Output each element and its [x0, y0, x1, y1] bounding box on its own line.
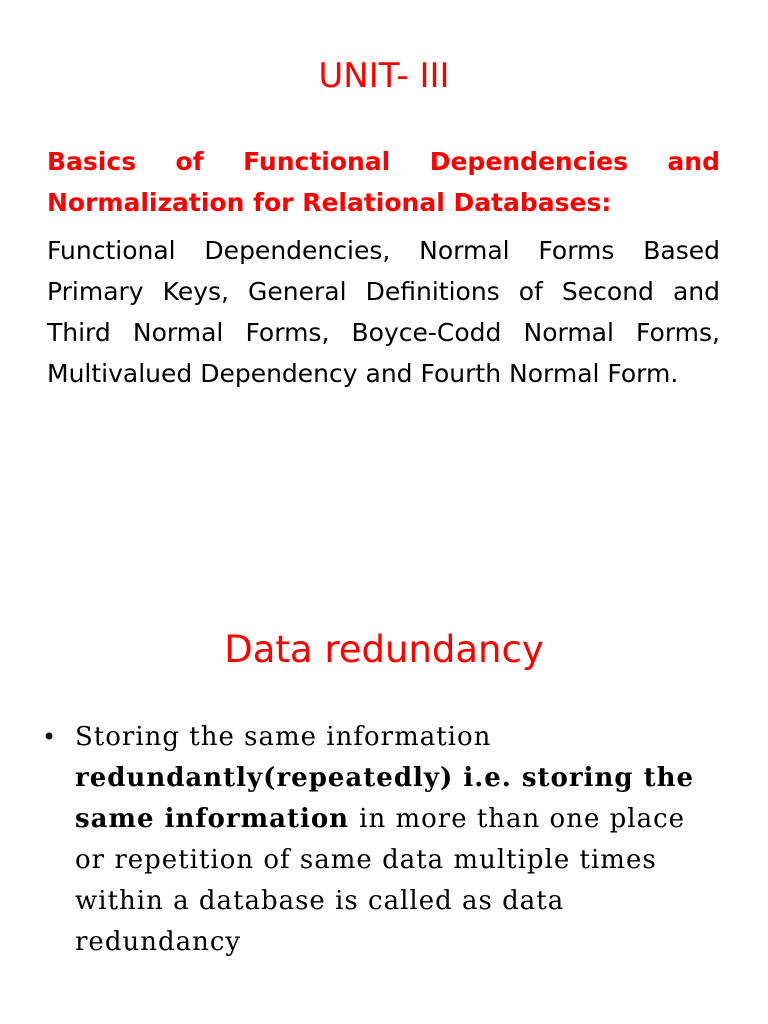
subheading-line: Normalization for Relational Databases:	[47, 188, 612, 217]
bullet-marker: •	[42, 723, 58, 751]
bullet-text-bold: redundantly(repeatedly) i.e. storing the same information	[75, 763, 695, 834]
slide-body-text: Functional Dependencies, Normal Forms Based Primary Keys, General Definitions of Second and Third Normal Forms, Boyce-Codd Normal Forms, Multivalued Dependency and Fourth Normal Form.	[47, 236, 720, 388]
slide-title: UNIT- III	[318, 56, 450, 96]
bullet-text	[75, 717, 702, 963]
slide-data-redundancy	[0, 512, 768, 1024]
bullet-text-normal: in more than one place or repetition of same data multiple times within a database is called as data redundancy	[75, 804, 686, 957]
slide-title: Data redundancy	[224, 628, 544, 671]
subheading-line: Basics of Functional Dependencies and	[47, 147, 720, 176]
slide-subheading	[47, 141, 720, 223]
bullet-list-item	[42, 717, 702, 963]
bullet-text-normal: Storing the same information	[75, 722, 492, 752]
